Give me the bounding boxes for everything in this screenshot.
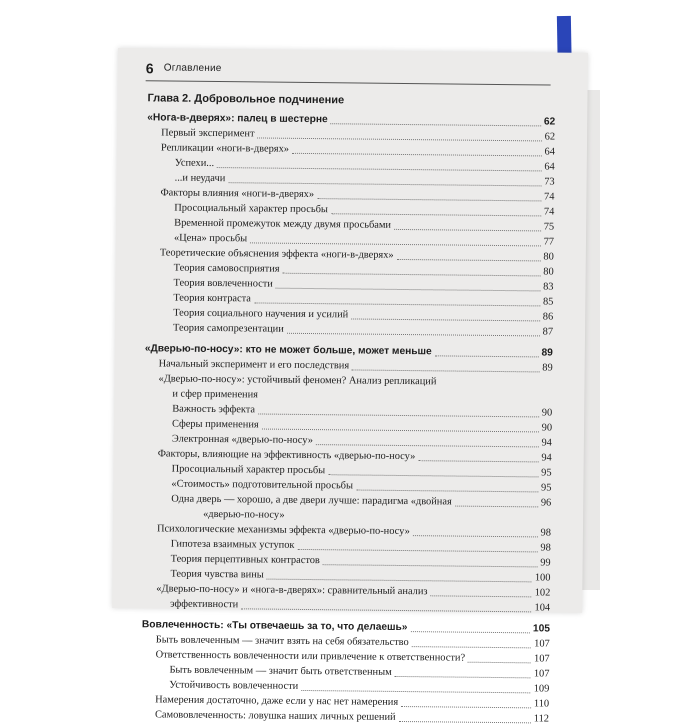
toc-entry-page: 107 — [533, 668, 550, 680]
dot-leader — [419, 460, 539, 462]
toc-entry-page: 109 — [533, 683, 550, 695]
toc-entry-page: 62 — [544, 131, 556, 143]
toc-entry-title: «Нога-в-дверях»: палец в шестерне — [147, 112, 328, 126]
toc-entry-title: Быть вовлеченным — значит взять на себя обязательство — [155, 634, 409, 649]
toc-entry-title: Быть вовлеченным — значит быть ответственным — [169, 664, 392, 678]
dot-leader — [468, 662, 531, 664]
chapter-title: Глава 2. Добровольное подчинение — [147, 92, 345, 107]
toc-entry-page: 74 — [543, 206, 555, 218]
toc-entry-title: Важность эффекта — [172, 403, 256, 416]
dot-leader — [430, 595, 531, 597]
toc-entry — [142, 596, 550, 615]
dot-leader — [435, 355, 539, 357]
dot-leader — [352, 369, 540, 372]
toc-entry-title: Ответственность вовлеченности или привлечение к ответственности? — [155, 649, 466, 664]
dot-leader — [292, 153, 542, 157]
toc-entry-title: «Дверью-по-носу» и «нога-в-дверях»: сравнительный анализ — [156, 583, 428, 598]
dot-leader — [411, 631, 530, 633]
dot-leader — [301, 690, 530, 693]
dot-leader — [413, 535, 538, 537]
toc-entry-title: Теория чувства вины — [170, 568, 264, 581]
dot-leader — [331, 213, 541, 216]
dot-leader — [356, 490, 538, 493]
table-of-contents — [141, 110, 555, 726]
toc-entry-title: Теория контраста — [173, 292, 251, 305]
dot-leader — [262, 429, 539, 433]
toc-entry-page: 64 — [544, 146, 555, 158]
dot-leader — [257, 137, 542, 141]
dot-leader — [298, 549, 538, 553]
toc-entry-title: ...и неудачи — [174, 172, 226, 185]
toc-entry-page: 94 — [541, 437, 552, 449]
dot-leader — [330, 123, 541, 126]
toc-entry-page: 86 — [542, 311, 554, 323]
toc-entry-page: 107 — [534, 638, 550, 650]
toc-entry-title: Репликации «ноги-в-дверях» — [160, 142, 290, 155]
toc-entry — [141, 707, 549, 726]
toc-entry-title: Теория самопрезентации — [173, 322, 284, 335]
page-number: 6 — [145, 60, 154, 77]
dot-leader — [455, 506, 538, 508]
toc-entry-page: 95 — [540, 482, 552, 494]
toc-entry-page: 75 — [543, 221, 555, 233]
dot-leader — [250, 242, 541, 246]
toc-entry-page: 96 — [540, 497, 552, 509]
toc-entry-title: Факторы, влияющие на эффективность «дверью-по-носу» — [157, 448, 416, 463]
dot-leader — [399, 721, 531, 723]
header-title: Оглавление — [163, 62, 222, 75]
toc-entry-page: 98 — [540, 527, 552, 539]
toc-entry-page: 89 — [542, 362, 553, 374]
toc-entry-title: «Дверью-по-носу»: устойчивый феномен? Анализ репликаций — [158, 373, 437, 388]
dot-leader — [316, 444, 539, 447]
toc-entry-title: Теория перцептивных контрастов — [170, 553, 320, 567]
toc-entry-page: 100 — [534, 572, 551, 584]
toc-entry-title: Гипотеза взаимных уступок — [170, 538, 295, 551]
toc-entry-title: Успехи... — [174, 157, 215, 170]
toc-entry-title: Самововлеченность: ловушка наших личных решений — [154, 709, 396, 723]
dot-leader — [323, 564, 538, 567]
dot-leader — [275, 288, 540, 292]
toc-entry-page: 77 — [543, 236, 555, 248]
dot-leader — [397, 259, 541, 262]
toc-entry-page: 110 — [533, 698, 550, 710]
dot-leader — [266, 579, 531, 583]
toc-entry-title: «Дверью-по-носу»: кто не может больше, может меньше — [144, 343, 432, 358]
running-header — [146, 62, 551, 85]
toc-entry-title: «Цена» просьбы — [173, 232, 248, 245]
toc-entry-title: Одна дверь — хорошо, а две двери лучше: парадигма «двойная — [171, 493, 452, 508]
toc-entry-page: 98 — [540, 542, 551, 554]
dot-leader — [394, 229, 541, 232]
toc-entry-title: Теория социального научения и усилий — [173, 307, 349, 321]
toc-entry-page: 95 — [541, 467, 552, 479]
toc-entry-page: 90 — [541, 422, 553, 434]
toc-entry-title: Устойчивость вовлеченности — [169, 679, 299, 692]
toc-entry-title: Вовлеченность: «Ты отвечаешь за то, что делаешь» — [141, 619, 408, 634]
toc-entry-title: Просоциальный характер просьбы — [171, 463, 326, 477]
toc-entry-title: Намерения достаточно, даже если у нас нет намерения — [155, 694, 399, 708]
toc-entry-title: эффективности — [170, 598, 239, 611]
dot-leader — [351, 318, 540, 321]
toc-entry-page: 74 — [544, 191, 555, 203]
toc-entry-page: 80 — [543, 251, 554, 263]
toc-entry-page: 107 — [533, 653, 550, 665]
toc-entry-title: Электронная «дверью-по-носу» — [171, 433, 314, 447]
toc-entry-page: 73 — [544, 176, 555, 188]
toc-entry-title: Временной промежуток между двумя просьбами — [174, 217, 392, 231]
toc-entry-page: 105 — [532, 623, 550, 635]
toc-entry-page: 85 — [542, 296, 554, 308]
dot-leader — [401, 706, 531, 708]
toc-entry-title: Теоретические объяснения эффекта «ноги-в-дверях» — [159, 247, 394, 261]
toc-entry-title: «дверью-по-носу» — [203, 508, 285, 521]
toc-entry-page: 90 — [541, 407, 553, 419]
dot-leader — [317, 198, 541, 201]
dot-leader — [254, 302, 540, 306]
toc-entry-page: 83 — [543, 281, 554, 293]
book-page — [112, 48, 588, 725]
dot-leader — [258, 413, 539, 417]
toc-entry-page: 64 — [544, 161, 555, 173]
toc-entry-title: Первый эксперимент — [161, 127, 255, 140]
dot-leader — [412, 646, 531, 648]
dot-leader — [241, 608, 531, 612]
toc-entry-page: 104 — [534, 602, 551, 614]
toc-entry-title: Психологические механизмы эффекта «дверью-по-носу» — [156, 523, 410, 538]
toc-entry — [145, 320, 553, 339]
toc-entry-title: Начальный эксперимент и его последствия — [158, 358, 350, 372]
toc-entry-page: 89 — [541, 347, 553, 359]
toc-entry-page: 99 — [540, 557, 551, 569]
toc-entry-page: 102 — [534, 587, 551, 599]
toc-entry-page: 87 — [542, 326, 554, 338]
dot-leader — [287, 333, 540, 337]
toc-entry-title: Сферы применения — [172, 418, 259, 431]
toc-entry-title: «Стоимость» подготовительной просьбы — [171, 478, 354, 492]
toc-entry-page: 62 — [543, 116, 556, 128]
dot-leader — [394, 676, 530, 678]
toc-entry-page: 80 — [543, 266, 554, 278]
toc-entry-title: Просоциальный характер просьбы — [174, 202, 328, 216]
toc-entry-title: Теория самовосприятия — [173, 262, 280, 275]
toc-entry-title: и сфер применения — [172, 388, 259, 401]
toc-entry-title: Теория вовлеченности — [173, 277, 273, 290]
toc-entry-page: 94 — [541, 452, 552, 464]
toc-entry-title: Факторы влияния «ноги-в-дверях» — [160, 187, 315, 201]
dot-leader — [283, 273, 541, 277]
dot-leader — [329, 474, 539, 477]
toc-entry-page: 112 — [533, 713, 550, 725]
